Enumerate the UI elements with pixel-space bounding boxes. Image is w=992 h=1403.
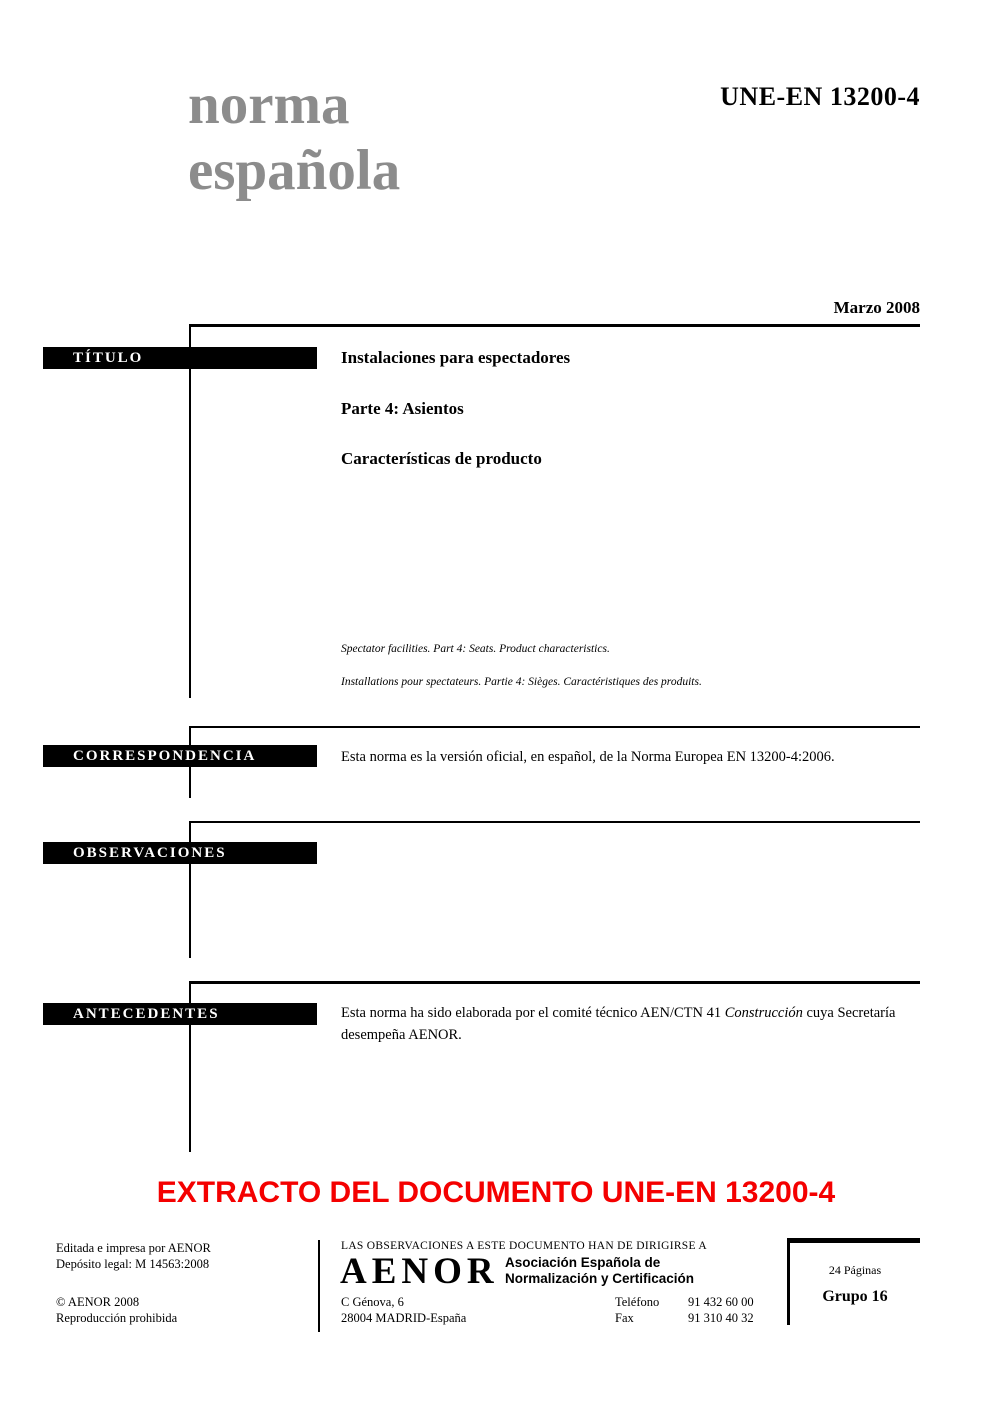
address-line-1: C Génova, 6	[341, 1295, 404, 1309]
titulo-label-bar	[43, 347, 317, 369]
correspondencia-text: Esta norma es la versión oficial, en español, de la Norma Europea EN 13200-4:2006.	[341, 749, 835, 765]
footer-publisher-block	[56, 1240, 211, 1272]
title-translation-en: Spectator facilities. Part 4: Seats. Product characteristics.	[341, 643, 610, 655]
rule-observaciones	[190, 821, 920, 823]
footer-observations-notice: LAS OBSERVACIONES A ESTE DOCUMENTO HAN DE DIRIGIRSE A	[341, 1240, 707, 1252]
document-code: UNE-EN 13200-4	[720, 82, 920, 111]
correspondencia-label: CORRESPONDENCIA	[73, 748, 257, 764]
vrule-titulo	[189, 324, 191, 698]
aenor-logo: AENOR	[340, 1251, 499, 1292]
publication-date: Marzo 2008	[833, 298, 920, 317]
title-line-2: Parte 4: Asientos	[341, 399, 464, 418]
correspondencia-label-bar	[43, 745, 317, 767]
antecedentes-text-before: Esta norma ha sido elaborada por el comité técnico AEN/CTN 41	[341, 1005, 725, 1021]
norma-espanola-logo	[188, 72, 400, 204]
extract-notice: EXTRACTO DEL DOCUMENTO UNE-EN 13200-4	[156, 1176, 836, 1209]
pages-count: 24 Páginas	[828, 1263, 882, 1277]
org-name-line-2: Normalización y Certificación	[505, 1271, 695, 1286]
rule-antecedentes	[190, 981, 920, 984]
observaciones-label-bar	[43, 842, 317, 864]
antecedentes-label-bar	[43, 1003, 317, 1025]
org-name-line-1: Asociación Española de	[505, 1255, 661, 1270]
group-number: Grupo 16	[822, 1288, 888, 1305]
phone-fax-values	[688, 1294, 754, 1326]
antecedentes-text-italic: Construcción	[724, 1005, 803, 1021]
brand-line-2: española	[188, 139, 401, 202]
phone-label: Teléfono	[615, 1295, 660, 1309]
phone-fax-labels	[615, 1294, 659, 1326]
rule-top	[190, 324, 920, 327]
footer-publisher-line: Editada e impresa por AENOR	[56, 1241, 211, 1255]
fax-label: Fax	[615, 1311, 634, 1325]
fax-value: 91 310 40 32	[688, 1311, 754, 1325]
aenor-org-name	[505, 1255, 694, 1287]
title-line-3: Características de producto	[341, 449, 542, 468]
title-line-1: Instalaciones para espectadores	[341, 348, 571, 367]
title-translation-fr: Installations pour spectateurs. Partie 4: Sièges. Caractéristiques des produits.	[341, 676, 702, 688]
footer-reproduction-line: Reproducción prohibida	[56, 1311, 178, 1325]
antecedentes-text	[341, 1002, 923, 1046]
antecedentes-text-after: cuya Secretaría desempeña AENOR.	[341, 1005, 896, 1043]
pages-group-box	[787, 1238, 920, 1325]
phone-value: 91 432 60 00	[688, 1295, 754, 1309]
rule-correspondencia	[190, 726, 920, 728]
aenor-address	[341, 1294, 466, 1326]
brand-line-1: norma	[188, 73, 350, 136]
footer-copyright-block	[56, 1294, 177, 1326]
address-line-2: 28004 MADRID-España	[341, 1311, 467, 1325]
footer-deposit-line: Depósito legal: M 14563:2008	[56, 1257, 210, 1271]
footer-copyright-line: © AENOR 2008	[56, 1295, 140, 1309]
antecedentes-label: ANTECEDENTES	[73, 1006, 220, 1022]
titulo-label: TÍTULO	[73, 350, 144, 366]
footer-divider	[318, 1240, 320, 1332]
observaciones-label: OBSERVACIONES	[73, 845, 227, 861]
